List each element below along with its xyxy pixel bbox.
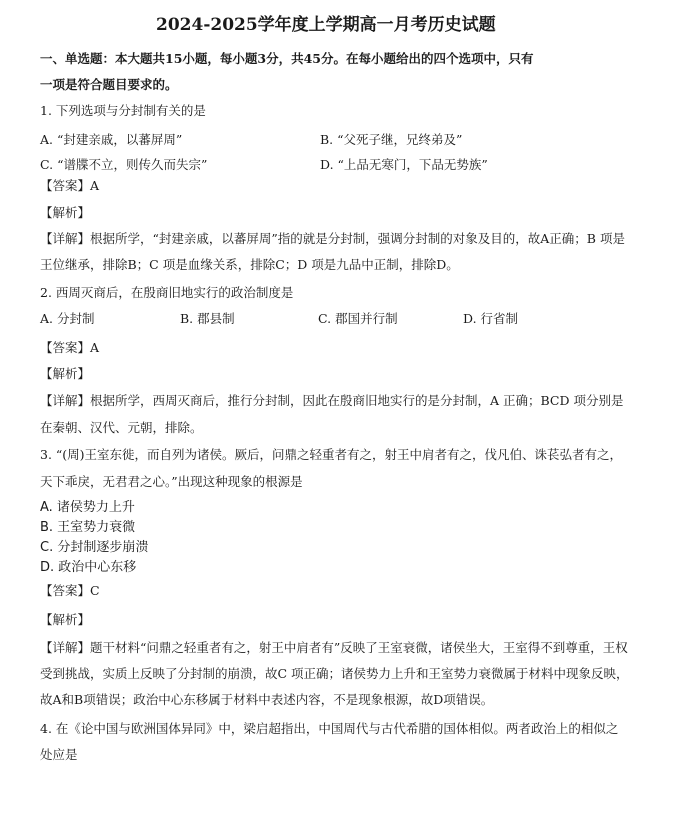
question-3-option-c: C. 分封制逐步崩溃 <box>40 540 149 555</box>
question-1-analysis-label: 【解析】 <box>40 205 91 220</box>
question-3-option-b: B. 王室势力衰微 <box>40 520 136 535</box>
question-2-detail-line2: 在秦朝、汉代、元朝，排除。 <box>40 420 203 435</box>
section-heading-line2: 一项是符合题目要求的。 <box>40 77 178 92</box>
question-2-answer: 【答案】A <box>40 340 100 355</box>
question-3-option-d: D. 政治中心东移 <box>40 560 137 575</box>
question-3-answer: 【答案】C <box>40 583 100 598</box>
question-2-analysis-label: 【解析】 <box>40 366 91 381</box>
question-3-detail-line3: 故A和B项错误；政治中心东移属于材料中表述内容，不是现象根源，故D项错误。 <box>40 692 494 707</box>
question-2-stem: 2. 西周灭商后，在殷商旧地实行的政治制度是 <box>40 285 294 300</box>
question-4-stem-line1: 4. 在《论中国与欧洲国体异同》中，梁启超指出，中国周代与古代希腊的国体相似。两者政治上的相似之 <box>40 721 619 736</box>
question-3-stem-line1: 3. “(周)王室东徙，而自列为诸侯。厥后，问鼎之轻重者有之，射王中肩者有之，伐凡伯、诛苌弘者有之， <box>40 447 623 462</box>
question-2-detail-line1: 【详解】根据所学，西周灭商后，推行分封制，因此在殷商旧地实行的是分封制，A 正确；BCD 项分别是 <box>40 393 624 408</box>
question-2-option-d: D. 行省制 <box>463 311 519 326</box>
question-1-option-c: C. “谱牒不立，则传久而失宗” <box>40 157 208 172</box>
question-3-detail-line1: 【详解】题干材料“问鼎之轻重者有之，射王中肩者有”反映了王室衰微，诸侯坐大，王室得不到尊重，王权 <box>40 640 628 655</box>
question-2-option-c: C. 郡国并行制 <box>318 311 398 326</box>
question-4-stem-line2: 处应是 <box>40 747 78 762</box>
question-2-option-a: A. 分封制 <box>40 311 95 326</box>
section-heading-line1: 一、单选题：本大题共15小题，每小题3分，共45分。在每小题给出的四个选项中，只有 <box>40 51 534 66</box>
question-1-answer: 【答案】A <box>40 178 100 193</box>
question-3-analysis-label: 【解析】 <box>40 612 91 627</box>
question-2-option-b: B. 郡县制 <box>180 311 235 326</box>
question-3-stem-line2: 天下乖戾，无君君之心。”出现这种现象的根源是 <box>40 474 303 489</box>
question-3-detail-line2: 受到挑战，实质上反映了分封制的崩溃，故C 项正确；诸侯势力上升和王室势力衰微属于材料中现象反映， <box>40 666 629 681</box>
question-1-option-b: B. “父死子继，兄终弟及” <box>320 132 463 147</box>
page-title: 2024-2025学年度上学期高一月考历史试题 <box>156 15 496 35</box>
question-1-detail-line1: 【详解】根据所学，“封建亲戚，以蕃屏周”指的就是分封制，强调分封制的对象及目的，故A正确；B 项是 <box>40 231 625 246</box>
question-1-stem: 1. 下列选项与分封制有关的是 <box>40 103 206 118</box>
question-1-option-a: A. “封建亲戚，以蕃屏周” <box>40 132 183 147</box>
question-1-detail-line2: 王位继承，排除B；C 项是血缘关系，排除C；D 项是九品中正制，排除D。 <box>40 257 459 272</box>
question-3-option-a: A. 诸侯势力上升 <box>40 500 135 515</box>
question-1-option-d: D. “上品无寒门，下品无势族” <box>320 157 488 172</box>
